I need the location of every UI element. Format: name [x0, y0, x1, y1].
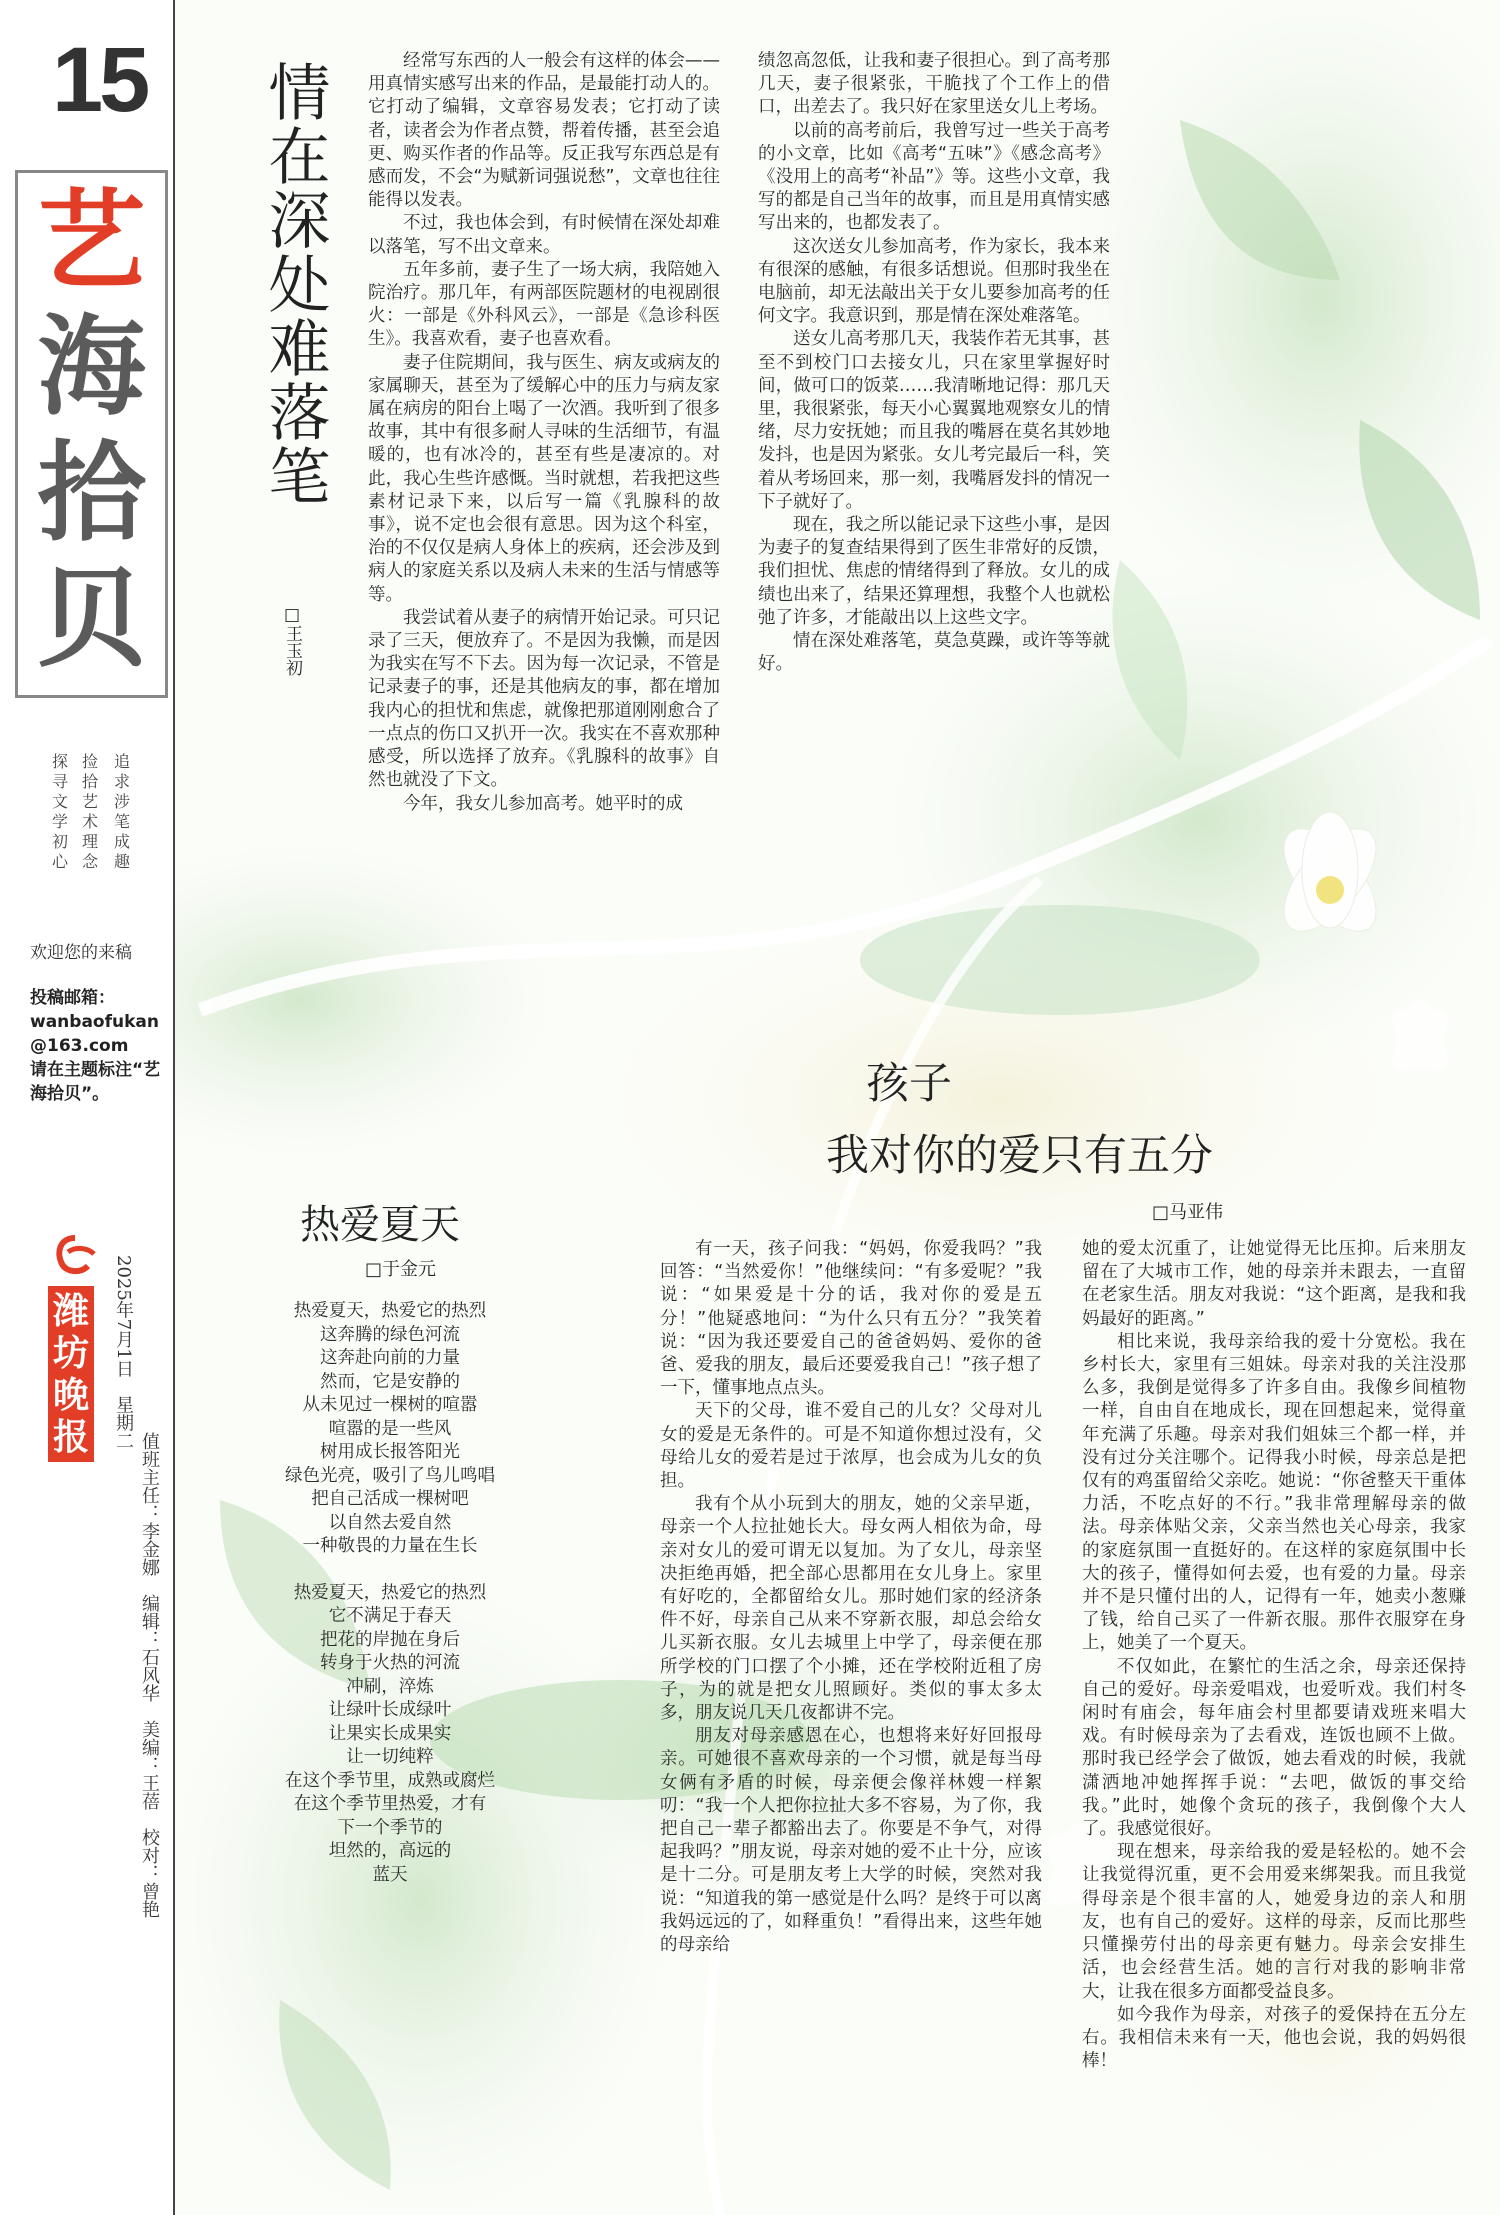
paragraph: 这次送女儿参加高考，作为家长，我本来有很深的感触，有很多话想说。但那时我坐在电脑前，却无法敲出关于女儿要参加高考的任何文字。我意识到，那是情在深处难落笔。 [758, 236, 1110, 327]
article3-title-line-1: 孩子 [866, 1059, 952, 1109]
issue-date: 2025年7月1日 星期二 [113, 1255, 134, 1450]
poem-line: 蓝天 [372, 1864, 408, 1885]
poem-line: 把花的岸抛在身后 [320, 1629, 460, 1650]
article1-column-2 [758, 50, 1110, 676]
paragraph: 以前的高考前后，我曾写过一些关于高考的小文章，比如《高考“五味”》《感念高考》《没用上的高考“补品”》等。这些小文章，我写的都是自己当年的故事，而且是用真情实感写出来的，也都发表了。 [758, 120, 1110, 234]
poem-line: 然而，它是安静的 [320, 1371, 460, 1392]
poem-line: 冲刷，淬炼 [346, 1676, 434, 1697]
poem-line: 在这个季节里，成熟或腐烂 [285, 1770, 495, 1791]
poem-line: 绿色光亮，吸引了鸟儿鸣唱 [285, 1465, 495, 1486]
paragraph: 送女儿高考那几天，我装作若无其事，甚至不到校门口去接女儿，只在家里掌握好时间，做可口的饭菜……我清晰地记得：那几天里，我很紧张，每天小心翼翼地观察女儿的情绪，尽力安抚她；而且我的嘴唇在莫名其妙地发抖，也是因为紧张。女儿考完最后一科，笑着从考场回来，那一刻，我嘴唇发抖的情况一下子就好了。 [758, 329, 1110, 512]
page-number: 15 [52, 29, 147, 131]
motto-line-2: 捡拾艺术理念 [81, 752, 98, 871]
sidebar [0, 0, 175, 2215]
paragraph: 情在深处难落笔，莫急莫躁，或许等等就好。 [758, 631, 1110, 675]
section-char-4: 贝 [37, 556, 146, 682]
email-note: 请在主题标注“艺海拾贝”。 [30, 1060, 161, 1104]
poem-stanza-1 [275, 1300, 505, 1559]
section-char-3: 拾 [37, 430, 146, 556]
poem-line: 以自然去爱自然 [328, 1512, 452, 1533]
poem-stanza-2 [275, 1582, 505, 1888]
article1-title: 情在深处难落笔 [258, 60, 331, 508]
article1-author: □王玉初 [282, 605, 302, 676]
paragraph: 不仅如此，在繁忙的生活之余，母亲还保持自己的爱好。母亲爱唱戏，也爱听戏。我们村冬闲时有庙会，每年庙会村里都要请戏班来唱大戏。有时候母亲为了去看戏，连饭也顾不上做。那时我已经学会了做饭，她去看戏的时候，我就潇洒地冲她挥挥手说：“去吧，做饭的事交给我。”此时，她像个贪玩的孩子，我倒像个大人了。我感觉很好。 [1082, 1656, 1466, 1840]
paragraph: 五年多前，妻子生了一场大病，我陪她入院治疗。那几年，有两部医院题材的电视剧很火：一部是《外科风云》，一部是《急诊科医生》。我喜欢看，妻子也喜欢看。 [368, 259, 720, 350]
paragraph: 我尝试着从妻子的病情开始记录。可只记录了三天，便放弃了。不是因为我懒，而是因为我实在写不下去。因为每一次记录，不管是记录妻子的事，还是其他病友的事，都在增加我内心的担忧和焦虑，就像把那道刚刚愈合了一点点的伤口又扒开一次。我实在不喜欢那种感受，所以选择了放弃。《乳腺科的故事》自然也就没了下文。 [368, 607, 720, 791]
poem-line: 树用成长报答阳光 [320, 1442, 460, 1462]
poem-line: 热爱夏天，热爱它的热烈 [293, 1582, 487, 1603]
paragraph: 经常写东西的人一般会有这样的体会——用真情实感写出来的作品，是最能打动人的。它打动了编辑，文章容易发表；它打动了读者，读者会为作者点赞，帮着传播，甚至会追更、购买作者的作品等。反正我写东西总是有感而发，不会“为赋新词强说愁”，文章也往往能得以发表。 [368, 51, 720, 211]
poem-line: 让绿叶长成绿叶 [328, 1700, 452, 1720]
poem-line: 这奔腾的绿色河流 [320, 1324, 460, 1345]
paragraph: 妻子住院期间，我与医生、病友或病友的家属聊天，甚至为了缓解心中的压力与病友家属在病房的阳台上喝了一次酒。我听到了很多故事，其中有很多耐人寻味的生活细节，有温暖的，也有冰冷的，甚至有些是凄凉的。对此，我心生些许感慨。当时就想，若我把这些素材记录下来，以后写一篇《乳腺科的故事》，说不定也会很有意思。因为这个科室，治的不仅仅是病人身体上的疾病，还会涉及到病人的家庭关系以及病人未来的生活与情感等等。 [368, 352, 720, 605]
motto-line-1: 追求涉笔成趣 [113, 752, 130, 871]
article3-column-2 [1082, 1238, 1466, 2073]
poem-line: 让果实长成果实 [328, 1723, 452, 1744]
welcome-text: 欢迎您的来稿 [30, 943, 132, 963]
article3-title-line-2: 我对你的爱只有五分 [826, 1131, 1213, 1181]
paragraph: 不过，我也体会到，有时候情在深处却难以落笔，写不出文章来。 [368, 213, 720, 257]
sidebar-divider [173, 0, 175, 2215]
paragraph: 有一天，孩子问我：“妈妈，你爱我吗？”我回答：“当然爱你！”他继续问：“有多爱呢？”我说：“如果爱是十分的话，我对你的爱是五分！”他疑惑地问：“为什么只有五分？”我笑着说：“因为我还要爱自己的爸爸妈妈、爱你的爸爸、爱我的朋友，最后还要爱我自己！”孩子想了一下，懂事地点点头。 [660, 1239, 1042, 1399]
poem-line: 它不满足于春天 [328, 1606, 452, 1626]
paragraph: 现在，我之所以能记录下这些小事，是因为妻子的复查结果得到了医生非常好的反馈，我们担忧、焦虑的情绪得到了释放。女儿的成绩也出来了，结果还算理想，我整个人也就松弛了许多，才能敲出以上这些文字。 [758, 515, 1110, 628]
paper-name: 潍坊晚报 [48, 1286, 94, 1462]
section-char-1: 艺 [37, 178, 146, 304]
email-label: 投稿邮箱： [30, 988, 115, 1008]
poem-line: 坦然的，高远的 [328, 1841, 452, 1861]
section-title-box [15, 170, 168, 698]
paragraph: 我有个从小玩到大的朋友，她的父亲早逝，母亲一个人拉扯她长大。母女两人相依为命，母亲对女儿的爱可谓无以复加。为了女儿，母亲坚决拒绝再婚，把全部心思都用在女儿身上。家里有好吃的，全都留给女儿。那时她们家的经济条件不好，母亲自己从来不穿新衣服，却总会给女儿买新衣服。女儿去城里上中学了，母亲便在那所学校的门口摆了个小摊，还在学校附近租了房子，为的就是把女儿照顾好。类似的事太多太多，朋友说几天几夜都讲不完。 [660, 1494, 1042, 1724]
article3-column-1 [660, 1238, 1042, 1957]
poem-line: 一种敬畏的力量在生长 [302, 1536, 478, 1556]
poem-line: 在这个季节里热爱，才有 [293, 1794, 487, 1814]
poem-line: 喧嚣的是一些风 [328, 1418, 452, 1439]
poem-line: 热爱夏天，热爱它的热烈 [293, 1301, 487, 1321]
paragraph: 相比来说，我母亲给我的爱十分宽松。我在乡村长大，家里有三姐妹。母亲对我的关注没那么多，我倒是觉得多了许多自由。我像乡间植物一样，自由自在地成长，现在回想起来，觉得童年充满了乐趣。母亲对我们姐妹三个都一样，并没有过分关注哪个。记得我小时候，母亲总是把仅有的鸡蛋留给父亲吃。她说：“你爸整天干重体力活，不吃点好的不行。”我非常理解母亲的做法。母亲体贴父亲，父亲当然也关心母亲，我家的家庭氛围一直挺好的。在这样的家庭氛围中长大的孩子，懂得如何去爱，也有爱的力量。母亲并不是只懂付出的人，记得有一年，她卖小葱赚了钱，给自己买了一件新衣服。那件衣服穿在身上，她美了一个夏天。 [1082, 1331, 1466, 1654]
paragraph: 现在想来，母亲给我的爱是轻松的。她不会让我觉得沉重，更不会用爱来绑架我。而且我觉得母亲是个很丰富的人，她爱身边的亲人和朋友，也有自己的爱好。这样的母亲，反而比那些只懂操劳付出的母亲更有魅力。母亲会安排生活，也会经营生活。她的言行对我的影响非常大，让我在很多方面都受益良多。 [1082, 1842, 1466, 2002]
email-address[interactable]: wanbaofukan@163.com [30, 1012, 159, 1056]
poem-line: 下一个季节的 [337, 1817, 443, 1838]
poem-line: 转身于火热的河流 [320, 1653, 460, 1673]
paragraph: 她的爱太沉重了，让她觉得无比压抑。后来朋友留在了大城市工作，她的母亲并未跟去，一直留在老家生活。朋友对我说：“这个距离，是我和我妈最好的距离。” [1082, 1239, 1466, 1329]
poem-line: 从未见过一棵树的喧嚣 [302, 1395, 478, 1415]
article1-column-1 [368, 50, 720, 816]
poem-line: 把自己活成一棵树吧 [311, 1489, 469, 1509]
section-char-2: 海 [37, 304, 146, 430]
email-block [30, 986, 170, 1106]
motto-line-3: 探寻文学初心 [51, 752, 68, 871]
editors-info: 值班主任：李金娜 编辑：石风华 美编：王蓓 校对：曾艳 [139, 1432, 160, 1918]
paragraph: 朋友对母亲感恩在心，也想将来好好回报母亲。可她很不喜欢母亲的一个习惯，就是每当母女俩有矛盾的时候，母亲便会像祥林嫂一样絮叨：“我一个人把你拉扯大多不容易，为了你，我把自己一辈子都豁出去了。你要是不争气，对得起我吗？”朋友说，母亲对她的爱不止十分，应该是十二分。可是朋友考上大学的时候，突然对我说：“知道我的第一感觉是什么吗？是终于可以离我妈远远的了，如释重负！”看得出来，这些年她的母亲给 [660, 1726, 1042, 1956]
paragraph: 绩忽高忽低，让我和妻子很担心。到了高考那几天，妻子很紧张，干脆找了个工作上的借口，出差去了。我只好在家里送女儿上考场。 [758, 51, 1110, 118]
newspaper-logo-icon [50, 1230, 100, 1290]
poem-line: 这奔赴向前的力量 [320, 1348, 460, 1368]
poem [275, 1300, 505, 1910]
article2-title: 热爱夏天 [300, 1202, 460, 1248]
paragraph: 今年，我女儿参加高考。她平时的成 [403, 793, 683, 814]
paragraph: 如今我作为母亲，对孩子的爱保持在五分左右。我相信未来有一天，他也会说，我的妈妈很棒！ [1082, 2004, 1466, 2072]
poem-line: 让一切纯粹 [346, 1747, 434, 1767]
paragraph: 天下的父母，谁不爱自己的儿女？父母对儿女的爱是无条件的。可是不知道你想过没有，父母给儿女的爱若是过于浓厚，也会成为儿女的负担。 [660, 1401, 1042, 1492]
article3-author: □马亚伟 [1152, 1202, 1224, 1223]
article2-author: □于金元 [365, 1259, 437, 1280]
